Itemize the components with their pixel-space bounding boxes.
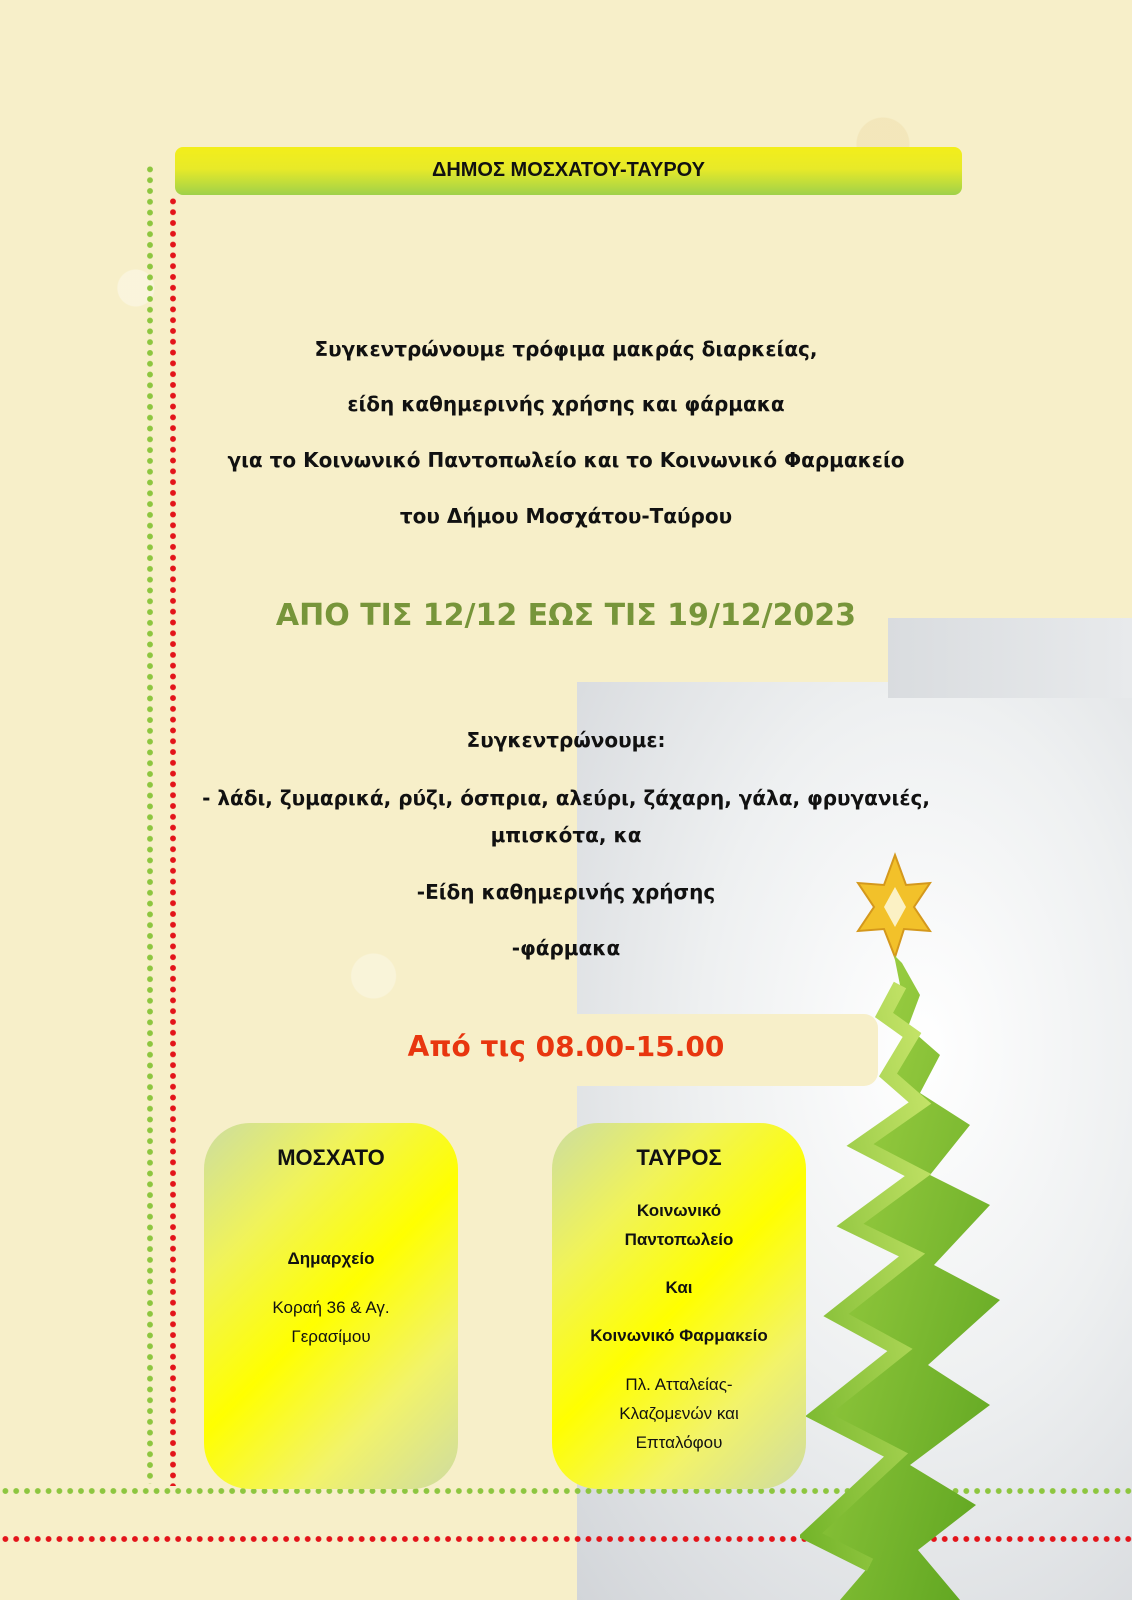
intro-line-2: είδη καθημερινής χρήσης και φάρμακα <box>347 392 785 416</box>
location-address-mosxato-2: Γερασίμου <box>291 1327 371 1346</box>
collect-heading: Συγκεντρώνουμε: <box>466 728 666 752</box>
date-range: ΑΠΟ ΤΙΣ 12/12 ΕΩΣ ΤΙΣ 19/12/2023 <box>275 598 857 633</box>
location-address-tavros-3: Επταλόφου <box>635 1433 723 1452</box>
location-place-mosxato: Δημαρχείο <box>287 1249 375 1268</box>
collect-item-2: μπισκότα, κα <box>490 823 642 847</box>
location-place-tavros-3: Κοινωνικό Φαρμακείο <box>590 1326 768 1345</box>
header-bar <box>175 147 962 195</box>
location-box-tavros <box>552 1123 806 1489</box>
location-title-mosxato: ΜΟΣΧΑΤΟ <box>277 1145 385 1170</box>
header-title: ΔΗΜΟΣ ΜΟΣΧΑΤΟΥ-ΤΑΥΡΟΥ <box>431 158 706 181</box>
location-box-mosxato <box>204 1123 458 1489</box>
intro-line-1: Συγκεντρώνουμε τρόφιμα μακράς διαρκείας, <box>314 337 818 361</box>
location-address-tavros-2: Κλαζομενών και <box>619 1404 739 1423</box>
intro-line-4: του Δήμου Μοσχάτου-Ταύρου <box>399 504 733 528</box>
location-address-mosxato-1: Κοραή 36 & Αγ. <box>272 1298 390 1317</box>
intro-line-3: για το Κοινωνικό Παντοπωλείο και το Κοινωνικό Φαρμακείο <box>227 448 905 472</box>
location-place-tavros-2: Παντοπωλείο <box>624 1230 734 1249</box>
location-address-tavros-1: Πλ. Ατταλείας- <box>625 1375 733 1394</box>
location-and-tavros: Και <box>665 1278 693 1297</box>
location-place-tavros-1: Κοινωνικό <box>636 1201 722 1220</box>
opening-hours: Από τις 08.00-15.00 <box>407 1030 725 1063</box>
location-title-tavros: ΤΑΥΡΟΣ <box>636 1145 722 1170</box>
collect-item-1: - λάδι, ζυμαρικά, ρύζι, όσπρια, αλεύρι, ζάχαρη, γάλα, φρυγανιές, <box>202 786 930 810</box>
collect-item-4: -φάρμακα <box>511 936 621 960</box>
collect-item-3: -Είδη καθημερινής χρήσης <box>416 880 716 904</box>
